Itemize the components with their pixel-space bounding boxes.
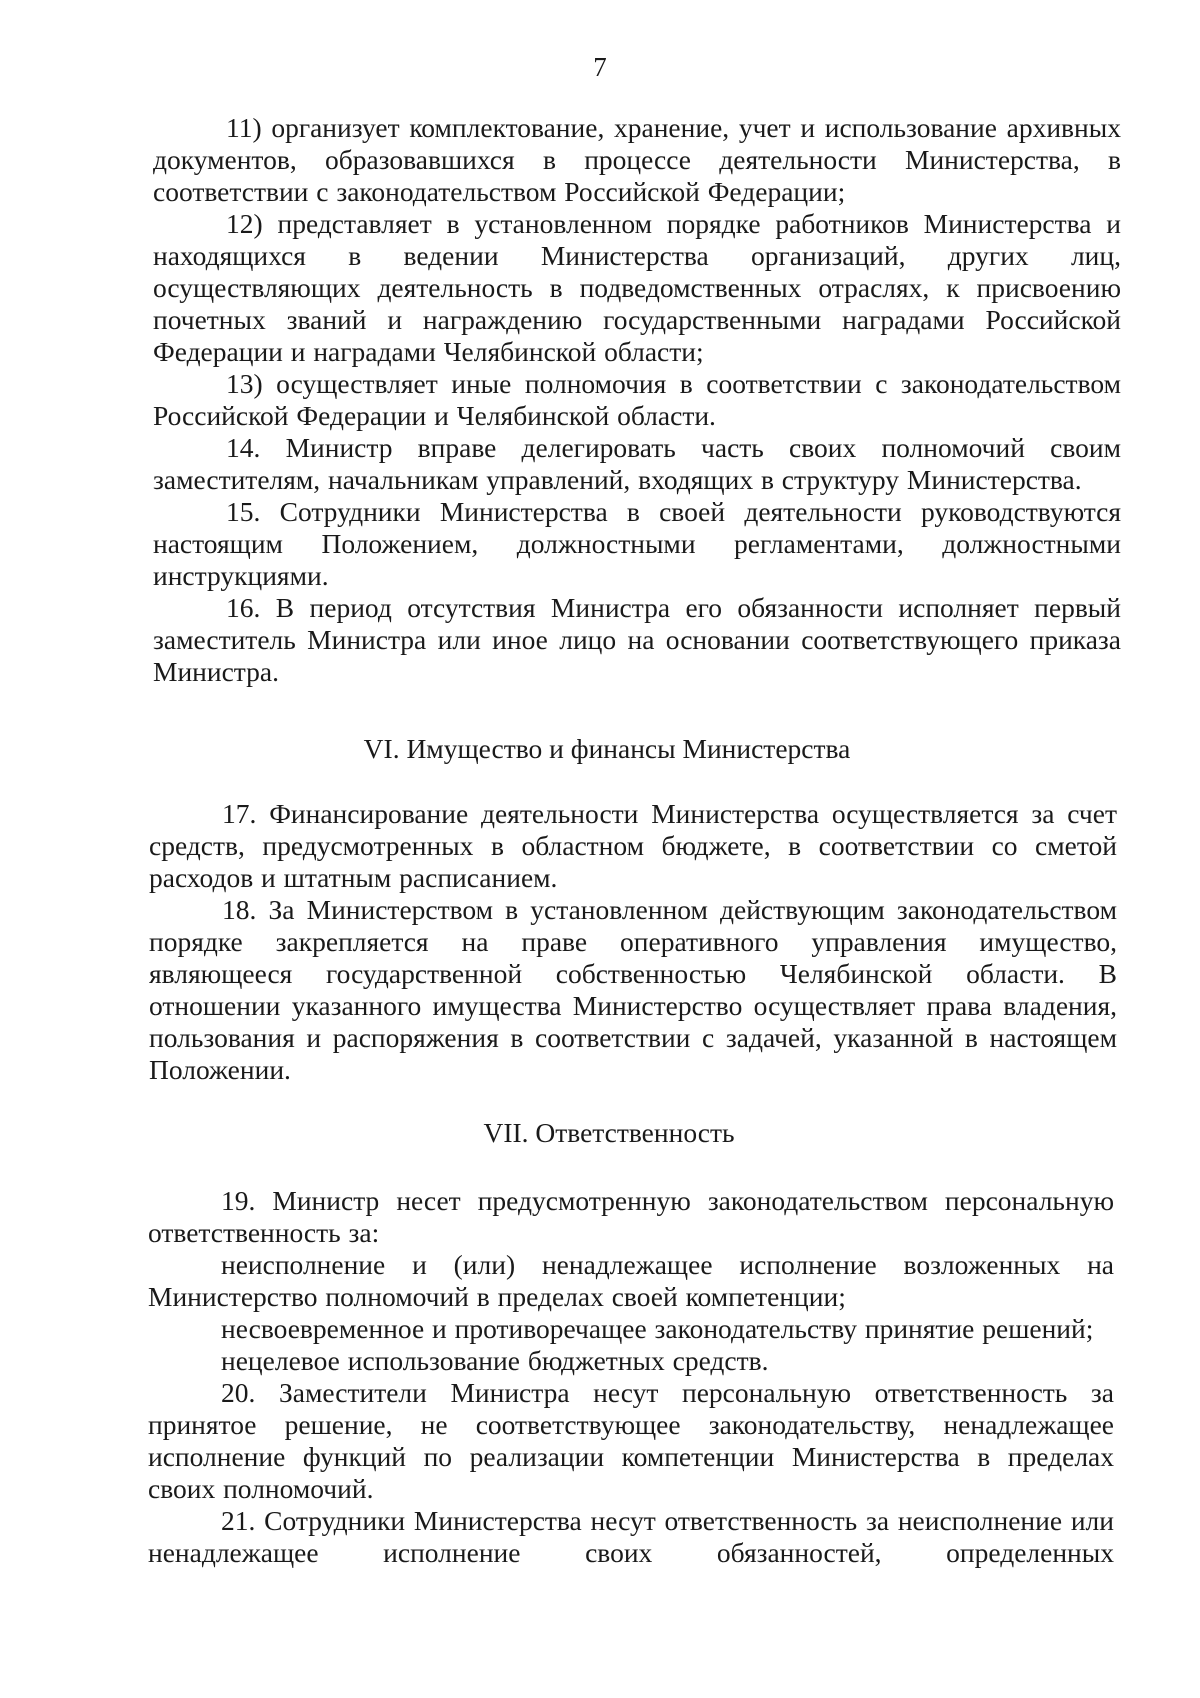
section-heading-vii: VII. Ответственность	[483, 1117, 735, 1148]
page-number: 7	[593, 52, 607, 82]
paragraph-21: 21. Сотрудники Министерства несут ответственность за неисполнение или ненадлежащее исполнение своих обязанностей, определенных	[148, 1505, 1114, 1568]
paragraph-12: 12) представляет в установленном порядке работников Министерства и находящихся в ведении Министерства организаций, других лиц, осуществляющих деятельность в подведомственных отраслях, к присвоению почетных званий и награждению государственными наградами Российской Федерации и наградами Челябинской области;	[153, 208, 1121, 367]
section-vii-body	[148, 1185, 1114, 1569]
paragraph-16: 16. В период отсутствия Министра его обязанности исполняет первый заместитель Министра или иное лицо на основании соответствующего приказа Министра.	[153, 592, 1121, 687]
section-vi-body	[149, 798, 1117, 1086]
list-item-misuse-of-funds: нецелевое использование бюджетных средств.	[221, 1345, 769, 1376]
paragraph-19: 19. Министр несет предусмотренную законодательством персональную ответственность за:	[148, 1185, 1114, 1248]
paragraph-20: 20. Заместители Министра несут персональную ответственность за принятое решение, не соответствующее законодательству, ненадлежащее исполнение функций по реализации компетенции Министерства в пределах своих полномочий.	[148, 1377, 1114, 1504]
list-item-untimely-decisions: несвоевременное и противоречащее законодательству принятие решений;	[221, 1313, 1094, 1344]
paragraph-11: 11) организует комплектование, хранение, учет и использование архивных документов, образовавшихся в процессе деятельности Министерства, в соответствии с законодательством Российской Федерации;	[153, 112, 1121, 207]
paragraph-18: 18. За Министерством в установленном действующим законодательством порядке закрепляется на праве оперативного управления имущество, являющееся государственной собственностью Челябинской области. В отношении указанного имущества Министерство осуществляет права владения, пользования и распоряжения в соответствии с задачей, указанной в настоящем Положении.	[149, 894, 1117, 1085]
section-v-continued	[153, 112, 1121, 688]
list-item-nonperformance: неисполнение и (или) ненадлежащее исполнение возложенных на Министерство полномочий в пределах своей компетенции;	[148, 1249, 1114, 1312]
paragraph-13: 13) осуществляет иные полномочия в соответствии с законодательством Российской Федерации и Челябинской области.	[153, 368, 1121, 431]
paragraph-14: 14. Министр вправе делегировать часть своих полномочий своим заместителям, начальникам управлений, входящих в структуру Министерства.	[153, 432, 1121, 495]
paragraph-17: 17. Финансирование деятельности Министерства осуществляется за счет средств, предусмотренных в областном бюджете, в соответствии со сметой расходов и штатным расписанием.	[149, 798, 1117, 893]
section-heading-vi: VI. Имущество и финансы Министерства	[363, 733, 851, 764]
paragraph-15: 15. Сотрудники Министерства в своей деятельности руководствуются настоящим Положением, должностными регламентами, должностными инструкциями.	[153, 496, 1121, 591]
